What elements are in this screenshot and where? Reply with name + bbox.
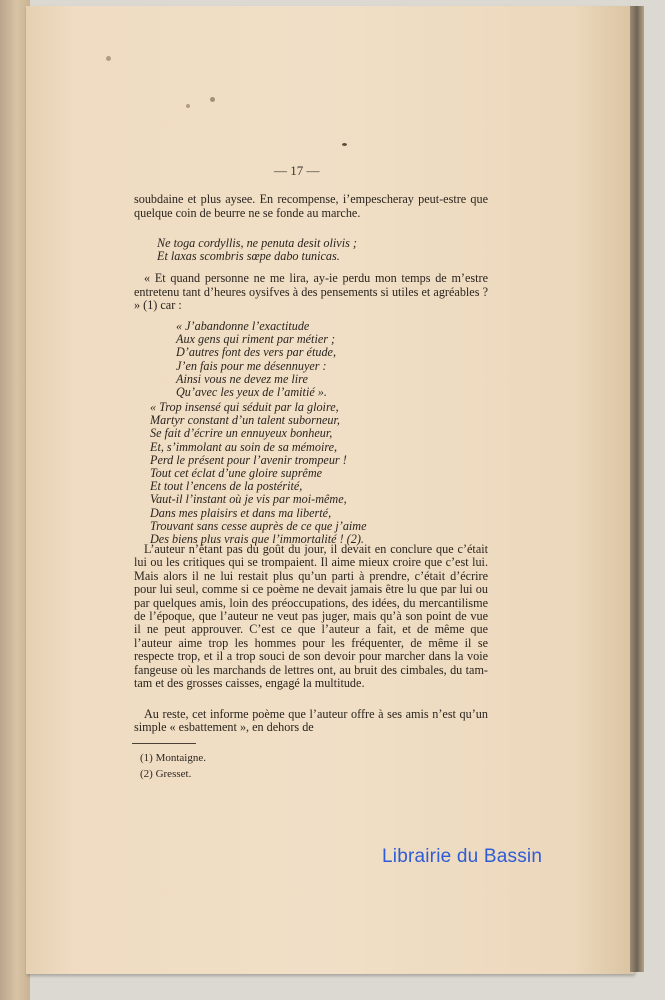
verse-line: Se fait d’écrire un ennuyeux bonheur, [150, 426, 333, 441]
verse-line: « J’abandonne l’exactitude [176, 319, 310, 333]
verse-line: Ainsi vous ne devez me lire [176, 371, 308, 386]
foxing-spot [106, 56, 111, 61]
paragraph-4: Au reste, cet informe poème que l’auteur offre à ses amis n’est qu’un simple « esbattement », en dehors de [134, 707, 488, 735]
verse-line: Dans mes plaisirs et dans ma liberté, [150, 505, 332, 520]
footnote-1: (1) Montaigne. [140, 752, 206, 764]
paragraph-2: « Et quand personne ne me lira, ay-ie perdu mon temps de m’estre entretenu tant d’heures oysifves à des pensements si utiles et agréables ? » (1) car : [134, 271, 488, 313]
bookseller-watermark: Librairie du Bassin [382, 846, 543, 867]
verse-line: Martyr constant d’un talent suborneur, [150, 413, 340, 428]
verse-line: Aux gens qui riment par métier ; [176, 332, 336, 347]
verse-line: Vaut-il l’instant où je vis par moi-même, [150, 492, 347, 507]
paragraph-1: soubdaine et plus aysee. En recompense, i’empescheray peut-estre que quelque coin de beurre ne se fonde au marche. [134, 192, 488, 220]
verse-line: Et tout l’encens de la postérité, [150, 479, 303, 494]
verse-line: J’en fais pour me désennuyer : [176, 358, 327, 373]
verse-line: Et, s’immolant au soin de sa mémoire, [150, 439, 338, 454]
verse-line: Qu’avec les yeux de l’amitié ». [176, 385, 327, 400]
verse-line: Perd le présent pour l’avenir trompeur ! [150, 452, 347, 467]
page-stack-edge [630, 6, 644, 972]
foxing-spot [186, 104, 190, 108]
page-number: — 17 — [274, 163, 320, 178]
verse-line: Trouvant sans cesse auprès de ce que j’aime [150, 518, 367, 533]
verse-line: « Trop insensé qui séduit par la gloire, [150, 400, 339, 414]
latin-line: Et laxas scombris sœpe dabo tunicas. [157, 249, 340, 264]
verse-line: D’autres font des vers par étude, [176, 345, 336, 360]
paragraph-3: L’auteur n’étant pas du goût du jour, il devait en conclure que c’était lui ou les critiques qui se trompaient. Il aime mieux croire que c’est lui. Mais alors il ne lui restait plus qu’un parti à prendre, c’était d’écrire pour lui seul, comme si ce poème ne devait jamais être lu que par lui ou par quelques amis, loin des préoccupations, des idées, du mercantilisme de l’époque, que l’auteur ne veut pas juger, mais qu’à son point de vue il ne peut approuver. C’est ce que l’auteur a fait, et de même que l’auteur aime trop les hommes pour les fréquenter, de même il se respecte trop, et il a trop souci de son devoir pour marcher dans la voie fangeuse où les marchands de lettres ont, au bruit des cimbales, du tam-tam et des grosses caisses, engagé la multitude. [134, 542, 488, 691]
footnote-2: (2) Gresset. [140, 768, 192, 780]
verse-line: Tout cet éclat d’une gloire suprême [150, 466, 323, 481]
latin-quote [157, 237, 357, 263]
verse-stanza-1 [176, 320, 336, 399]
footnote-divider [132, 743, 196, 744]
foxing-spot [210, 97, 215, 102]
verse-stanza-2 [150, 401, 367, 546]
verse-line: Des biens plus vrais que l’immortalité ! (2). [150, 532, 364, 547]
foxing-spot [342, 143, 347, 146]
latin-line: Ne toga cordyllis, ne penuta desit olivis ; [157, 236, 357, 250]
